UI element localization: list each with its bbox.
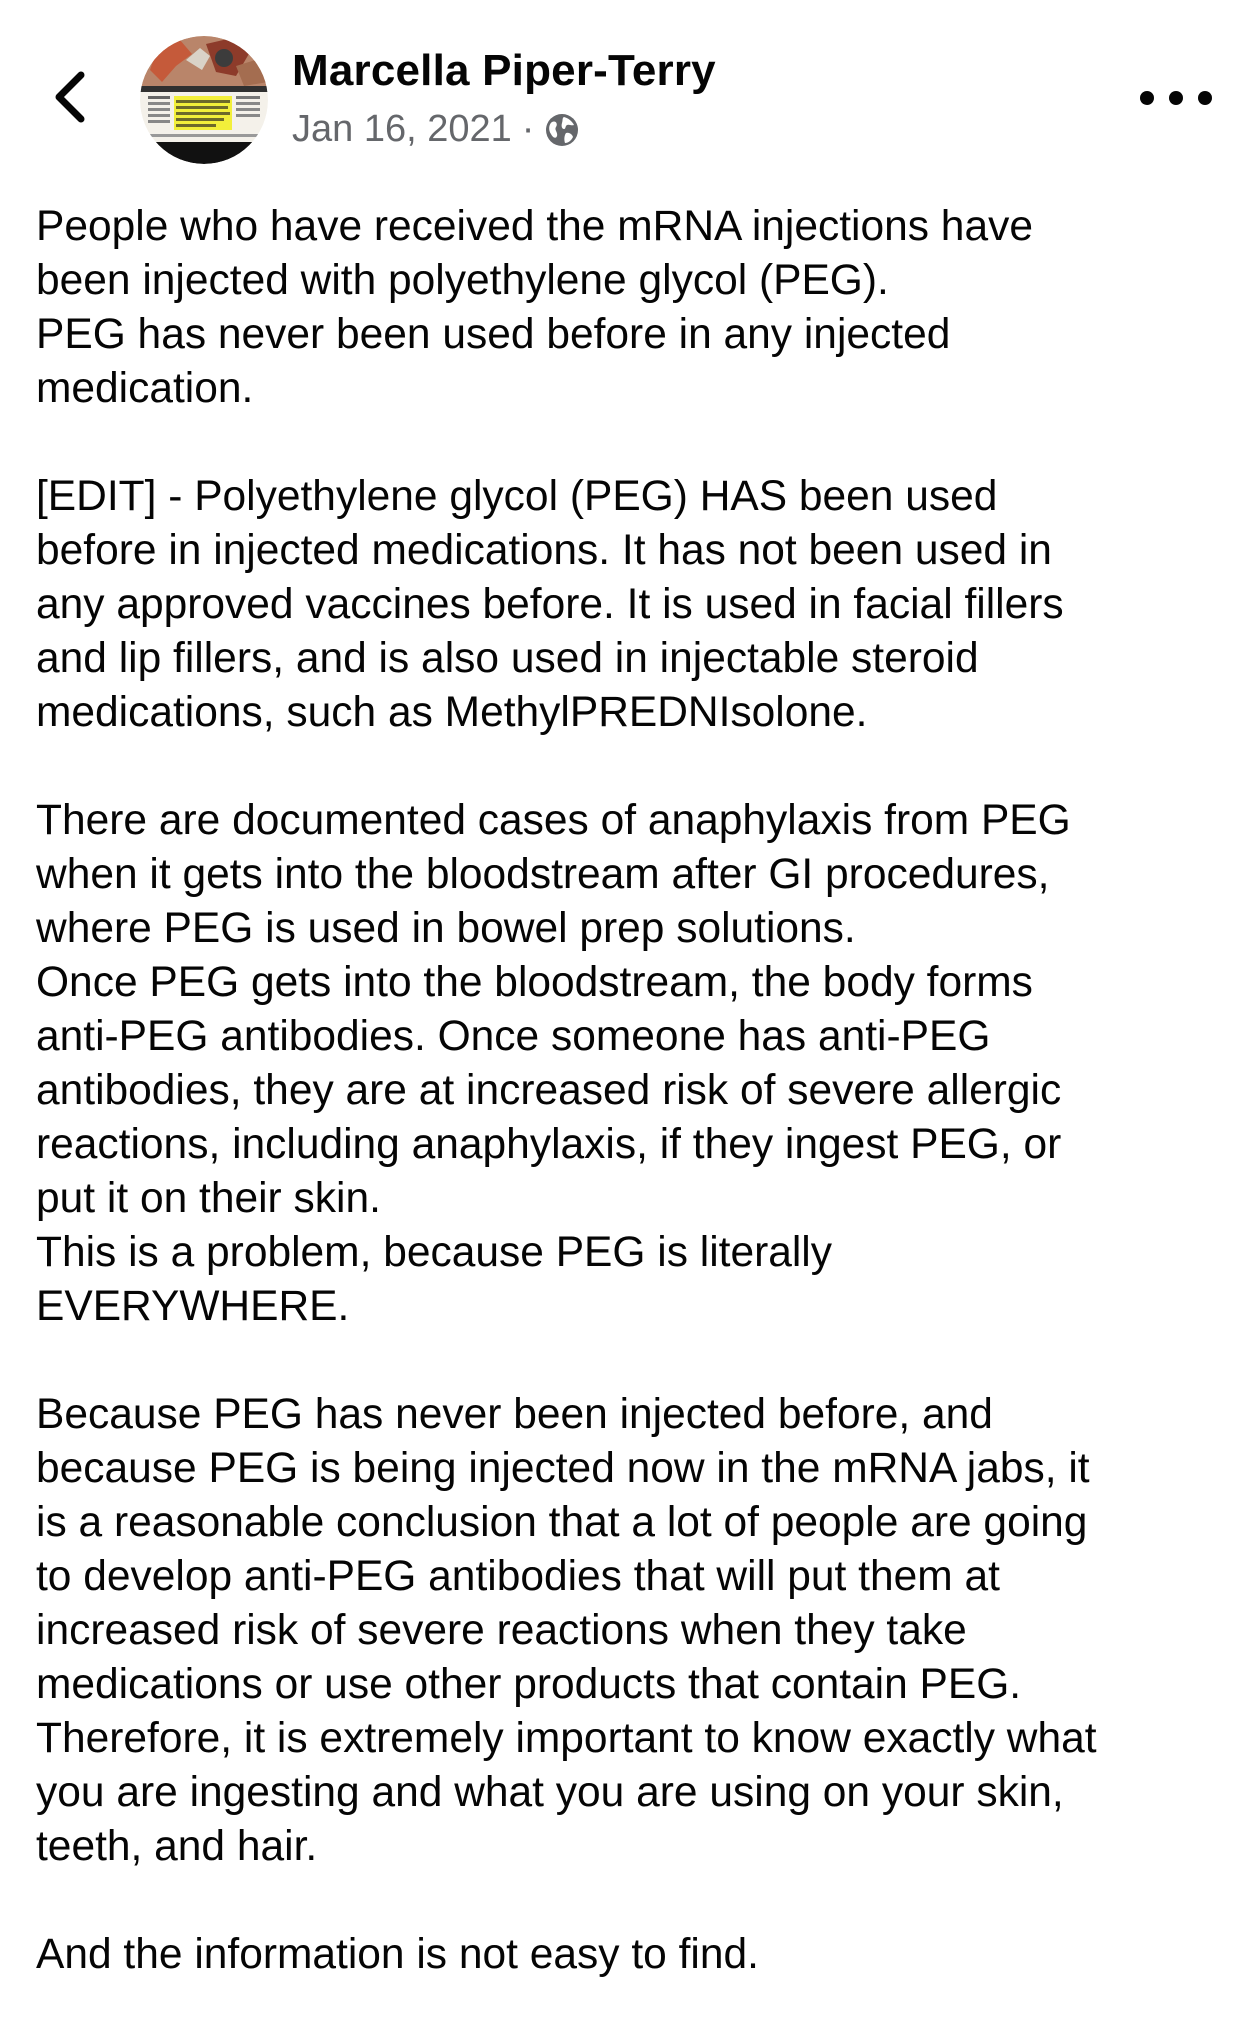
text-line: is a reasonable conclusion that a lot of people are going [36, 1499, 1088, 1546]
text-line: And the information is not easy to find. [36, 1931, 759, 1978]
back-button[interactable] [40, 62, 100, 132]
text-line: medication. [36, 365, 254, 412]
globe-icon[interactable] [544, 112, 580, 148]
post-header [0, 0, 1242, 180]
post-text [36, 200, 1226, 2036]
text-line: Because PEG has never been injected before, and [36, 1391, 993, 1438]
text-line: increased risk of severe reactions when they take [36, 1607, 967, 1654]
post-meta [292, 108, 580, 151]
post-paragraph [36, 470, 1226, 740]
post-paragraph [36, 1928, 1226, 1982]
post-paragraph [36, 1388, 1226, 1874]
avatar[interactable] [140, 36, 268, 164]
text-line: and lip fillers, and is also used in injectable steroid [36, 635, 979, 682]
text-line: been injected with polyethylene glycol (PEG). [36, 257, 889, 304]
more-dot [1198, 91, 1212, 105]
text-line: This is a problem, because PEG is literally [36, 1229, 833, 1276]
text-line: EVERYWHERE. [36, 1283, 350, 1330]
post-paragraph [36, 794, 1226, 1334]
text-line: Once PEG gets into the bloodstream, the body forms [36, 959, 1033, 1006]
text-line: antibodies, they are at increased risk of severe allergic [36, 1067, 1062, 1114]
more-dot [1140, 91, 1154, 105]
text-line: There are documented cases of anaphylaxis from PEG [36, 797, 1071, 844]
post-paragraph [36, 200, 1226, 416]
text-line: teeth, and hair. [36, 1823, 318, 1870]
text-line: you are ingesting and what you are using on your skin, [36, 1769, 1064, 1816]
more-dot [1169, 91, 1183, 105]
text-line: reactions, including anaphylaxis, if they ingest PEG, or [36, 1121, 1062, 1168]
profile-picture [140, 36, 268, 164]
text-line: before in injected medications. It has not been used in [36, 527, 1052, 574]
text-line: any approved vaccines before. It is used in facial fillers [36, 581, 1064, 628]
text-line: Therefore, it is extremely important to know exactly what [36, 1715, 1097, 1762]
text-line: People who have received the mRNA injections have [36, 203, 1033, 250]
text-line: medications or use other products that contain PEG. [36, 1661, 1022, 1708]
text-line: put it on their skin. [36, 1175, 381, 1222]
meta-separator: · [521, 108, 535, 150]
text-line: when it gets into the bloodstream after GI procedures, [36, 851, 1050, 898]
text-line: PEG has never been used before in any injected [36, 311, 951, 358]
text-line: [EDIT] - Polyethylene glycol (PEG) HAS been used [36, 473, 998, 520]
text-line: medications, such as MethylPREDNIsolone. [36, 689, 868, 736]
author-name[interactable]: Marcella Piper-Terry [292, 46, 716, 95]
chevron-left-icon [53, 71, 87, 123]
text-line: because PEG is being injected now in the mRNA jabs, it [36, 1445, 1090, 1492]
more-options-button[interactable] [1140, 78, 1212, 118]
post-date[interactable]: Jan 16, 2021 [292, 108, 512, 150]
text-line: anti-PEG antibodies. Once someone has anti-PEG [36, 1013, 991, 1060]
text-line: where PEG is used in bowel prep solutions. [36, 905, 856, 952]
text-line: to develop anti-PEG antibodies that will put them at [36, 1553, 1000, 1600]
